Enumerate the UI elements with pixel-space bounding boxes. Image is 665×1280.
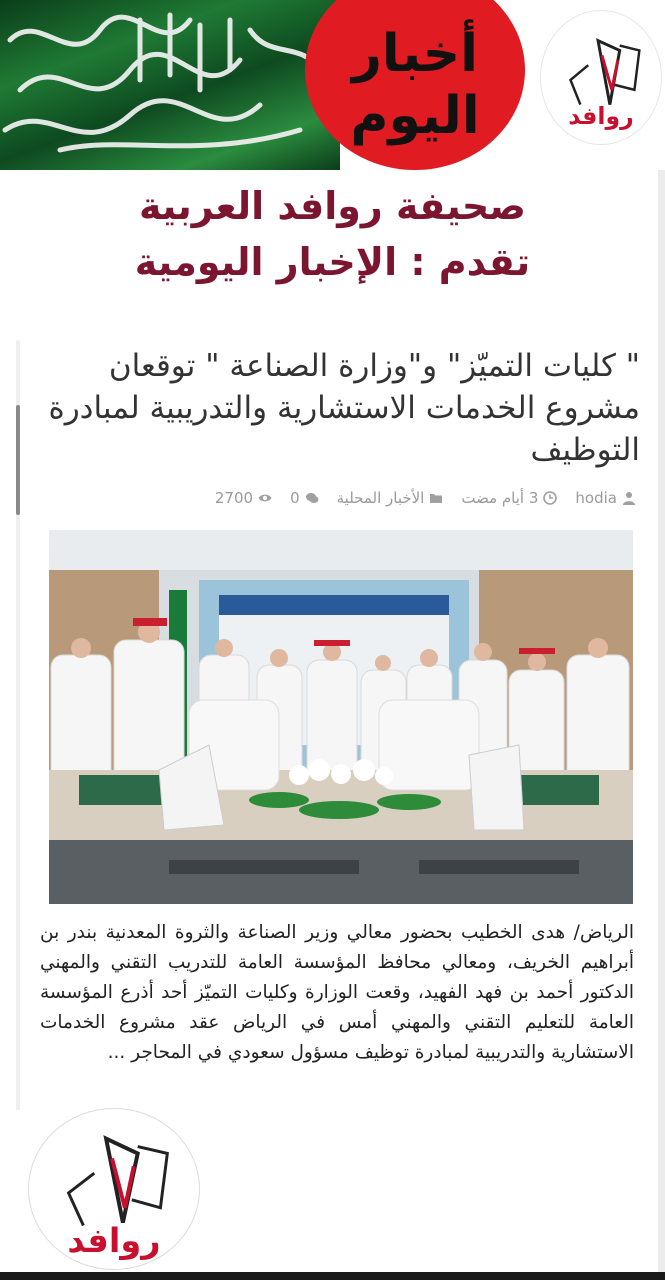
meta-time [461,489,557,507]
meta-comments[interactable] [290,489,319,507]
flag-calligraphy [0,0,340,170]
article-photo[interactable] [49,530,633,904]
folder-icon [429,491,443,505]
meta-views-count: 2700 [214,489,254,507]
meta-time-text: 3 أيام مضت [461,489,539,507]
meta-views [215,489,272,507]
user-icon [622,491,636,505]
headline-line2: تقدم : الإخبار اليومية [134,240,531,284]
logo-word: روافد [568,102,634,131]
comments-icon [305,491,319,505]
meta-category-text: الأخبار المحلية [336,489,425,507]
header-banner [0,0,665,170]
article-title[interactable]: " كليات التميّز" و"وزارة الصناعة " توقعان مشروع الخدمات الاستشارية والتدريبية لمبادرة التوظيف [48,348,640,468]
newspaper-logo-icon [541,11,661,144]
scrollbar-thumb[interactable] [16,405,20,515]
rawafed-logo[interactable] [540,10,662,145]
signing-ceremony-image [49,530,633,904]
article-excerpt: الرياض/ هدى الخطيب بحضور معالي وزير الصناعة والثروة المعدنية بندر بن أبراهيم الخريف، ومعالي محافظ المؤسسة العامة للتدريب التقني والمهني الدكتور أحمد بن فهد الفهيد، وقعت الوزارة وكليات التميّز أحد أذرع المؤسسة العامة للتعليم التقني والمهني أمس في الرياض عقد مشروع الخدمات الاستشارية والتدريبية لمبادرة توظيف مسؤول سعودي في المحاجر ... [40,922,634,1063]
meta-comments-count: 0 [290,489,300,507]
news-badge-line2: اليوم [350,86,480,146]
eye-icon [258,491,272,505]
bottom-edge [0,1272,665,1280]
page-edge [658,170,665,1280]
site-headline [0,178,665,290]
logo-bottom-word: روافد [67,1221,161,1261]
meta-category[interactable] [337,489,444,507]
news-badge-title [305,0,525,170]
rawafed-logo-bottom[interactable] [28,1108,200,1270]
newspaper-logo-bottom-icon [29,1109,199,1269]
article-meta [40,486,636,510]
headline-line1: صحيفة روافد العربية [138,184,527,228]
meta-author-text: hodia [575,489,617,507]
news-badge-line1: أخبار [352,24,478,84]
meta-author[interactable] [575,489,636,507]
clock-icon [543,491,557,505]
saudi-flag-image [0,0,340,170]
